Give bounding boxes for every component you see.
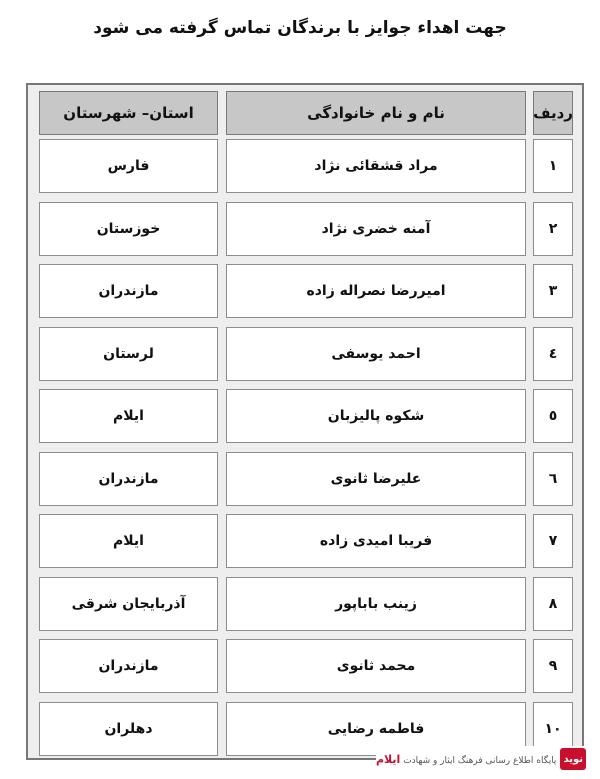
row-province: آذربایجان شرقی [39, 577, 218, 631]
row-name: علیرضا ثانوی [226, 452, 526, 506]
header-index: ردیف [533, 91, 573, 135]
table-row [28, 264, 582, 318]
logo-text [376, 753, 556, 766]
header-name: نام و نام خانوادگی [226, 91, 526, 135]
row-province: مازندران [39, 452, 218, 506]
table-row [28, 139, 582, 193]
row-name: فاطمه رضایی [226, 702, 526, 756]
table-row [28, 577, 582, 631]
table-row [28, 514, 582, 568]
row-province: فارس [39, 139, 218, 193]
row-name: آمنه خضری نژاد [226, 202, 526, 256]
row-province: دهلران [39, 702, 218, 756]
row-index: ٤ [533, 327, 573, 381]
row-index: ٨ [533, 577, 573, 631]
row-province: ایلام [39, 514, 218, 568]
table-header-row [28, 91, 582, 135]
table-row [28, 452, 582, 506]
table-row [28, 639, 582, 693]
row-province: لرستان [39, 327, 218, 381]
row-index: ٩ [533, 639, 573, 693]
row-index: ٧ [533, 514, 573, 568]
row-index: ٦ [533, 452, 573, 506]
header-province: استان– شهرستان [39, 91, 218, 135]
page-title: جهت اهداء جوایز با برندگان تماس گرفته می شود [93, 18, 507, 38]
table-row [28, 389, 582, 443]
row-province: مازندران [39, 639, 218, 693]
logo-site-highlight: ایلام [376, 752, 401, 766]
row-name: شکوه پالیزبان [226, 389, 526, 443]
winners-table [26, 83, 584, 760]
row-name: زینب باباپور [226, 577, 526, 631]
row-province: مازندران [39, 264, 218, 318]
table-row [28, 202, 582, 256]
row-index: ٥ [533, 389, 573, 443]
row-name: امیررضا نصراله زاده [226, 264, 526, 318]
logo-badge: نوید [560, 748, 586, 770]
row-index: ٢ [533, 202, 573, 256]
row-index: ١ [533, 139, 573, 193]
row-province: ایلام [39, 389, 218, 443]
row-index: ٣ [533, 264, 573, 318]
row-name: مراد قشقائی نژاد [226, 139, 526, 193]
row-name: احمد یوسفی [226, 327, 526, 381]
row-name: فریبا امیدی زاده [226, 514, 526, 568]
row-name: محمد ثانوی [226, 639, 526, 693]
row-province: خوزستان [39, 202, 218, 256]
row-index: ١٠ [533, 702, 573, 756]
site-logo [376, 746, 586, 772]
logo-site-text: پایگاه اطلاع رسانی فرهنگ ایثار و شهادت [403, 755, 557, 766]
table-row [28, 327, 582, 381]
